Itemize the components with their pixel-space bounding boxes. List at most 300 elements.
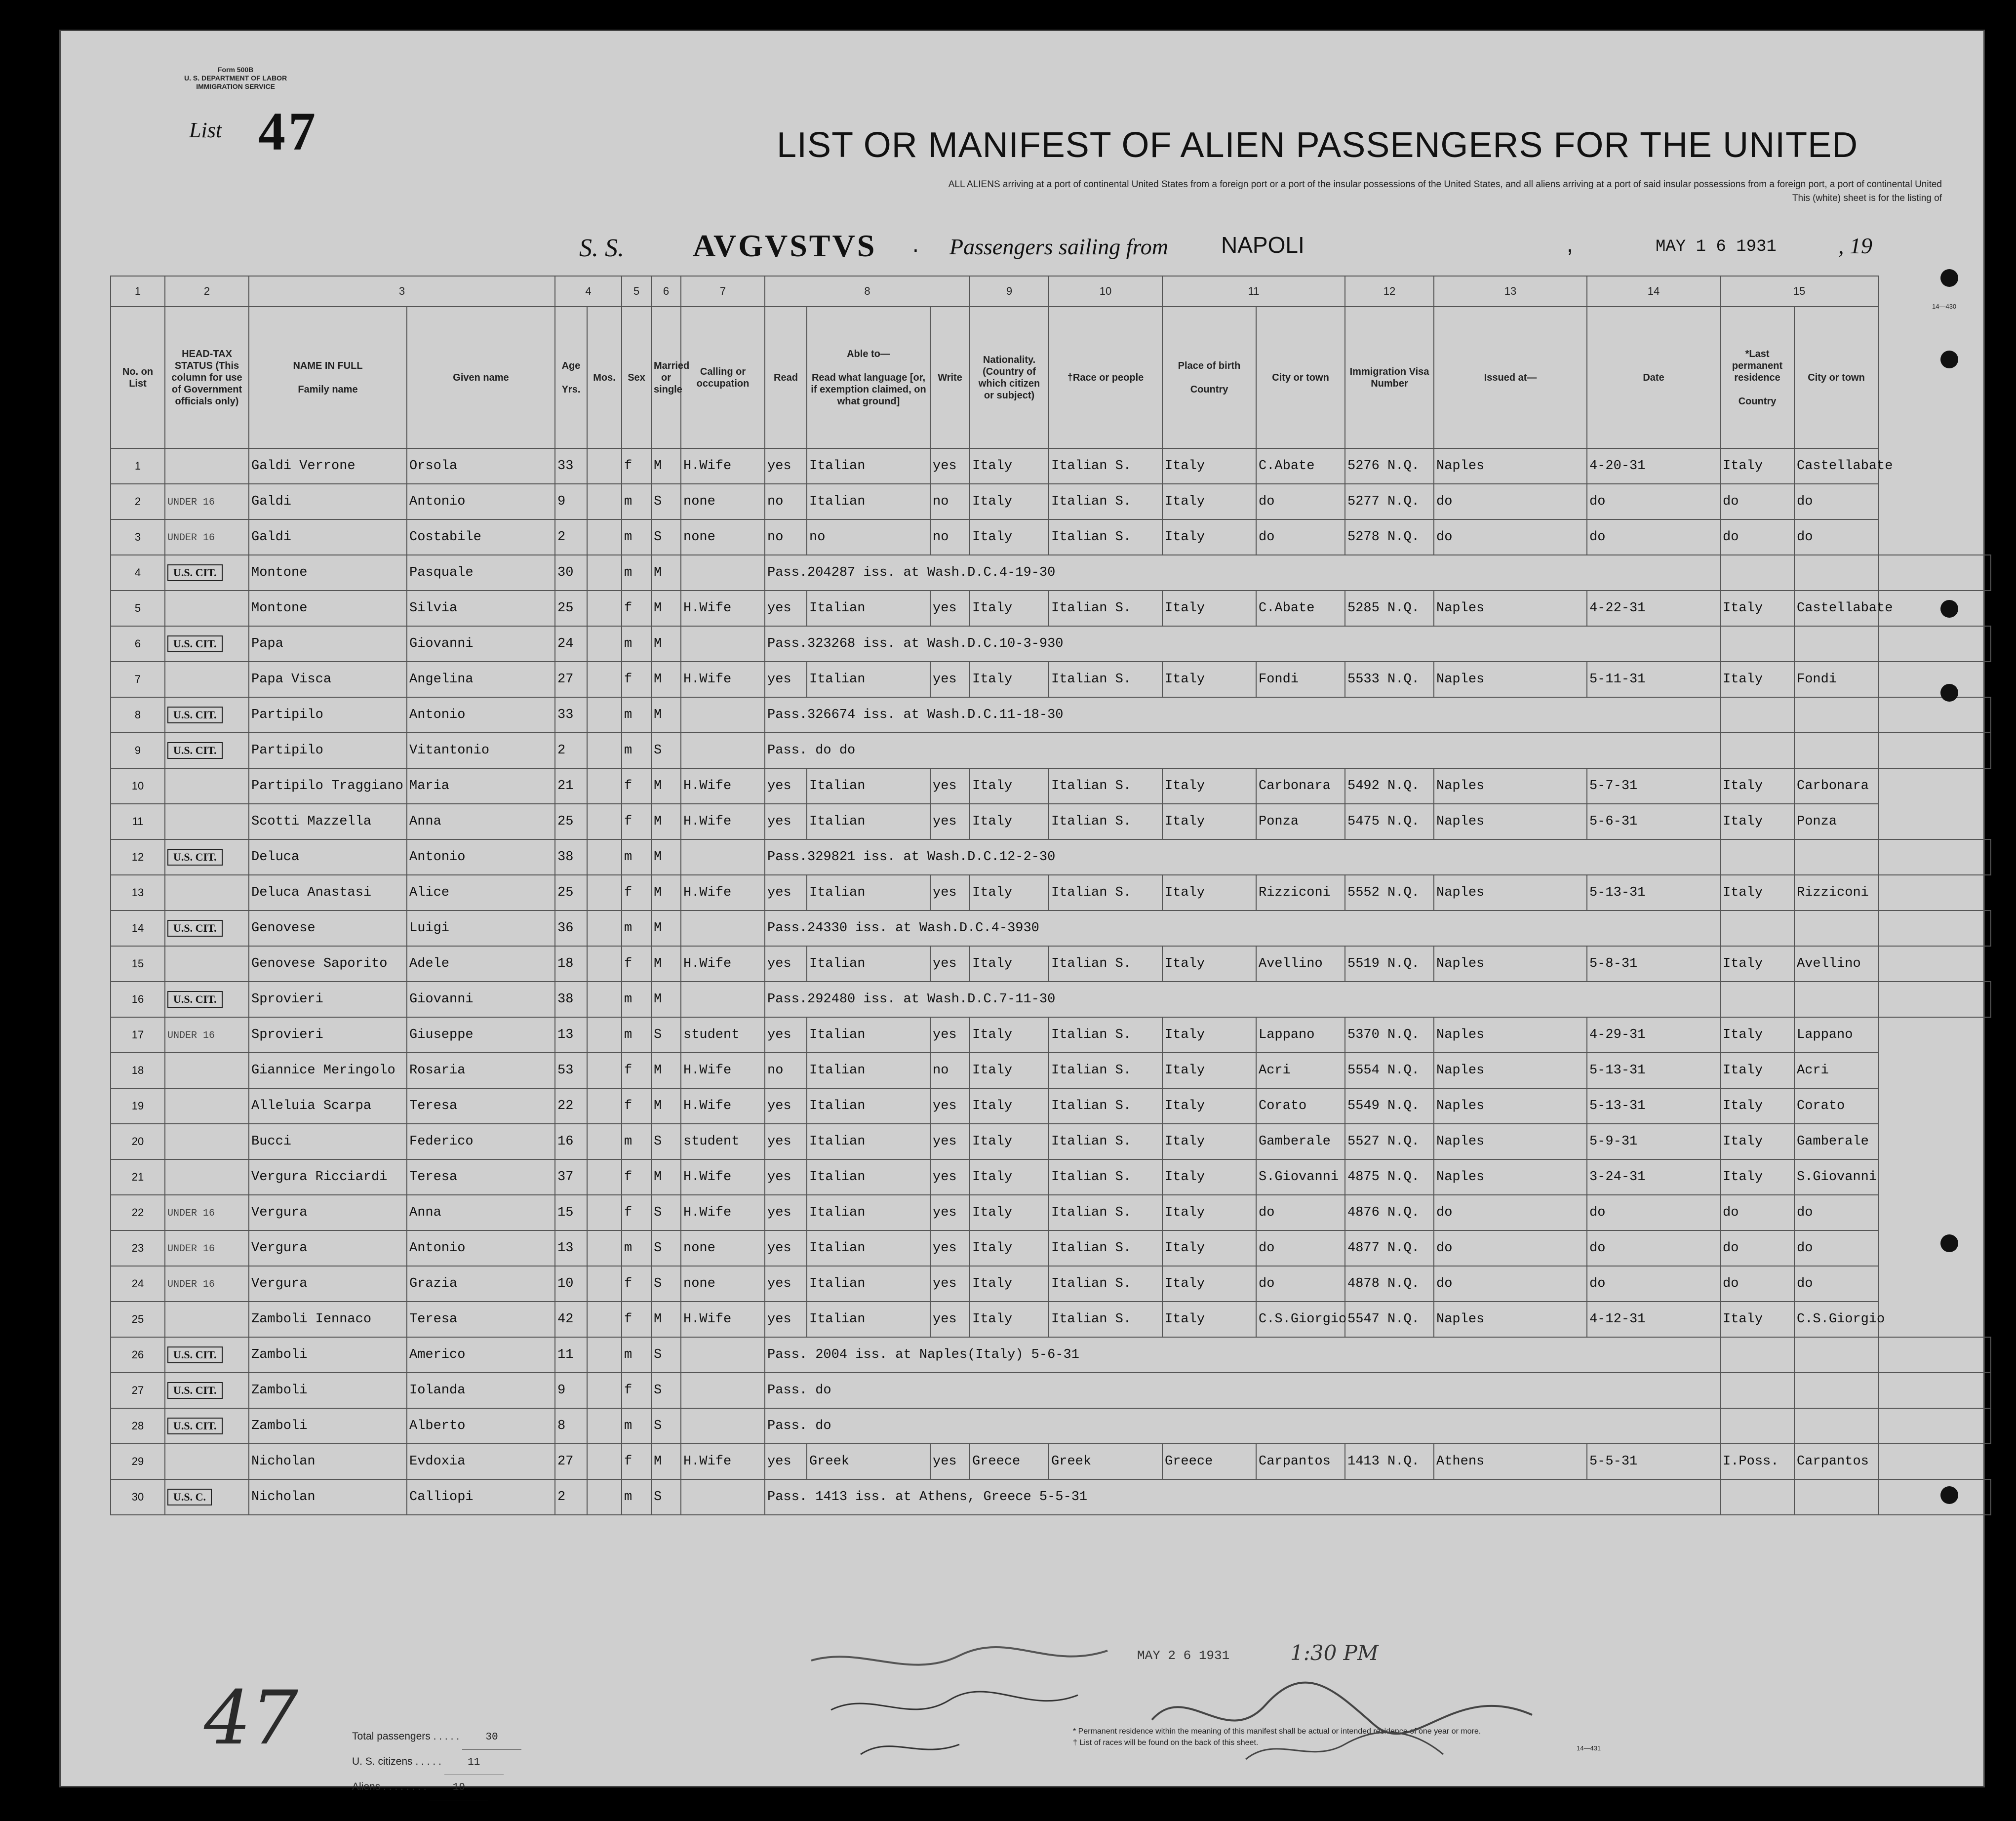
age-months — [587, 1444, 622, 1479]
residence-country: I.Poss. — [1720, 1444, 1794, 1479]
age-years: 11 — [555, 1337, 587, 1373]
occupation: H.Wife — [681, 768, 765, 804]
visa-date: 4-12-31 — [1587, 1302, 1720, 1337]
birth-country: Italy — [1162, 1017, 1256, 1053]
residence-city: do — [1794, 1230, 1878, 1266]
visa-number: 5475 N.Q. — [1345, 804, 1434, 839]
header-res-country-label: Country — [1738, 396, 1777, 407]
residence-country: do — [1720, 484, 1794, 519]
sex: f — [622, 662, 651, 697]
family-name: Montone — [249, 591, 407, 626]
issued-at: Naples — [1434, 448, 1587, 484]
col-num-5: 5 — [622, 276, 651, 307]
nationality: Italy — [970, 1159, 1049, 1195]
given-name: Giovanni — [407, 626, 555, 662]
sex: m — [622, 733, 651, 768]
can-read: no — [765, 484, 807, 519]
table-row — [111, 484, 1991, 519]
nationality: Italy — [970, 519, 1049, 555]
head-tax-status — [165, 448, 249, 484]
marital-status: S — [651, 519, 681, 555]
head-tax-status — [165, 910, 249, 946]
row-number: 13 — [111, 875, 165, 910]
header-no-on-list: No. on List — [111, 307, 165, 448]
birth-city: Rizziconi — [1256, 875, 1345, 910]
residence-country: Italy — [1720, 591, 1794, 626]
can-read: yes — [765, 1444, 807, 1479]
residence-city: Ponza — [1794, 804, 1878, 839]
row-number: 28 — [111, 1408, 165, 1444]
row-number: 1 — [111, 448, 165, 484]
marital-status: M — [651, 1302, 681, 1337]
us-citizen-stamp: U.S. CIT. — [167, 635, 223, 652]
can-write: yes — [930, 591, 970, 626]
age-months — [587, 626, 622, 662]
residence-city: Corato — [1794, 1088, 1878, 1124]
given-name: Teresa — [407, 1159, 555, 1195]
visa-number: 4877 N.Q. — [1345, 1230, 1434, 1266]
passport-info: Pass.204287 iss. at Wash.D.C.4-19-30 — [765, 555, 1720, 591]
residence-country — [1794, 626, 1878, 662]
residence-city — [1878, 839, 1991, 875]
can-read: yes — [765, 1124, 807, 1159]
birth-city: do — [1256, 484, 1345, 519]
date — [1720, 1408, 1794, 1444]
passport-info: Pass.329821 iss. at Wash.D.C.12-2-30 — [765, 839, 1720, 875]
marital-status: M — [651, 1444, 681, 1479]
race: Italian S. — [1049, 484, 1162, 519]
passport-info: Pass.323268 iss. at Wash.D.C.10-3-930 — [765, 626, 1720, 662]
can-read: yes — [765, 591, 807, 626]
sex: m — [622, 555, 651, 591]
date — [1720, 697, 1794, 733]
given-name: Evdoxia — [407, 1444, 555, 1479]
col-num-11: 11 — [1162, 276, 1345, 307]
us-citizen-stamp: U.S. CIT. — [167, 849, 223, 866]
occupation: H.Wife — [681, 1088, 765, 1124]
header-able-to: Able to— — [847, 348, 890, 359]
head-tax-status — [165, 1373, 249, 1408]
table-row — [111, 555, 1991, 591]
residence-country: do — [1720, 1266, 1794, 1302]
passport-info: Pass. do — [765, 1373, 1720, 1408]
nationality: Italy — [970, 804, 1049, 839]
read-language: Italian — [807, 1124, 930, 1159]
birth-country: Greece — [1162, 1444, 1256, 1479]
given-name: Antonio — [407, 839, 555, 875]
age-months — [587, 839, 622, 875]
residence-city: Castellabate — [1794, 591, 1878, 626]
sex: m — [622, 910, 651, 946]
given-name: Iolanda — [407, 1373, 555, 1408]
header-last-residence: *Last permanent residence — [1732, 348, 1783, 383]
residence-city: Acri — [1794, 1053, 1878, 1088]
nationality: Italy — [970, 591, 1049, 626]
form-number-top: 14—430 — [1932, 303, 1957, 310]
ss-label: S. S. — [579, 234, 624, 262]
head-tax-status — [165, 555, 249, 591]
visa-date: 5-7-31 — [1587, 768, 1720, 804]
nationality: Italy — [970, 1124, 1049, 1159]
row-number: 8 — [111, 697, 165, 733]
row-number: 17 — [111, 1017, 165, 1053]
residence-city: Castellabate — [1794, 448, 1878, 484]
read-language: Italian — [807, 662, 930, 697]
marital-status: M — [651, 662, 681, 697]
sex: m — [622, 982, 651, 1017]
family-name: Alleluia Scarpa — [249, 1088, 407, 1124]
age-months — [587, 982, 622, 1017]
birth-country: Italy — [1162, 1053, 1256, 1088]
family-name: Galdi — [249, 519, 407, 555]
age-months — [587, 448, 622, 484]
given-name: Adele — [407, 946, 555, 982]
head-tax-status — [165, 1444, 249, 1479]
issued-at: do — [1434, 1230, 1587, 1266]
header-name-in-full: NAME IN FULL — [293, 360, 363, 371]
manifest-description-2: This (white) sheet is for the listing of — [1792, 193, 1942, 203]
birth-city: Gamberale — [1256, 1124, 1345, 1159]
date — [1720, 910, 1794, 946]
issued-at: Naples — [1434, 1159, 1587, 1195]
age-months — [587, 875, 622, 910]
issued-at: Naples — [1434, 875, 1587, 910]
birth-city: C.Abate — [1256, 591, 1345, 626]
residence-country — [1794, 555, 1878, 591]
table-row — [111, 733, 1991, 768]
given-name: Calliopi — [407, 1479, 555, 1515]
issued-at: do — [1434, 1266, 1587, 1302]
col-num-9: 9 — [970, 276, 1049, 307]
residence-country: Italy — [1720, 448, 1794, 484]
nationality: Italy — [970, 1195, 1049, 1230]
age-years: 36 — [555, 910, 587, 946]
age-years: 42 — [555, 1302, 587, 1337]
total-passengers-line — [352, 1725, 521, 1750]
residence-country — [1794, 733, 1878, 768]
residence-city: do — [1794, 484, 1878, 519]
header-age: Age — [561, 360, 581, 371]
row-number: 27 — [111, 1373, 165, 1408]
sex: m — [622, 1479, 651, 1515]
header-family-name — [249, 307, 407, 448]
residence-city — [1878, 555, 1991, 591]
sex: m — [622, 1017, 651, 1053]
us-citizen-stamp: U.S. CIT. — [167, 742, 223, 759]
age-years: 25 — [555, 804, 587, 839]
header-read-language — [807, 307, 930, 448]
age-months — [587, 946, 622, 982]
can-read: yes — [765, 768, 807, 804]
can-read: yes — [765, 1195, 807, 1230]
table-row — [111, 946, 1991, 982]
marital-status: M — [651, 1053, 681, 1088]
age-months — [587, 1017, 622, 1053]
list-label: List — [189, 118, 222, 142]
age-years: 30 — [555, 555, 587, 591]
table-row — [111, 768, 1991, 804]
visa-date: 5-11-31 — [1587, 662, 1720, 697]
us-citizen-stamp: U.S. CIT. — [167, 920, 223, 937]
given-name: Silvia — [407, 591, 555, 626]
visa-date: 5-9-31 — [1587, 1124, 1720, 1159]
head-tax-status — [165, 1053, 249, 1088]
given-name: Federico — [407, 1124, 555, 1159]
age-months — [587, 1230, 622, 1266]
visa-date: do — [1587, 519, 1720, 555]
occupation: none — [681, 484, 765, 519]
footnote-races: † List of races will be found on the back of this sheet. — [1073, 1739, 1259, 1747]
sex: m — [622, 839, 651, 875]
age-years: 33 — [555, 448, 587, 484]
head-tax-status — [165, 946, 249, 982]
visa-date: 5-8-31 — [1587, 946, 1720, 982]
residence-country: Italy — [1720, 1159, 1794, 1195]
age-years: 2 — [555, 519, 587, 555]
birth-country: Italy — [1162, 946, 1256, 982]
head-tax-status — [165, 1230, 249, 1266]
head-tax-status — [165, 1302, 249, 1337]
birth-city: C.S.Giorgio — [1256, 1302, 1345, 1337]
visa-date: 5-13-31 — [1587, 1053, 1720, 1088]
sex: f — [622, 1088, 651, 1124]
issued-at: Naples — [1434, 1017, 1587, 1053]
occupation: H.Wife — [681, 946, 765, 982]
list-number: 47 — [258, 101, 318, 161]
can-write: yes — [930, 1444, 970, 1479]
residence-city: Carbonara — [1794, 768, 1878, 804]
sex: f — [622, 1159, 651, 1195]
age-months — [587, 910, 622, 946]
age-months — [587, 1266, 622, 1302]
row-number: 5 — [111, 591, 165, 626]
birth-country: Italy — [1162, 448, 1256, 484]
occupation — [681, 1408, 765, 1444]
issued-at: Naples — [1434, 804, 1587, 839]
family-name: Papa Visca — [249, 662, 407, 697]
header-mos: Mos. — [587, 307, 622, 448]
marital-status: M — [651, 448, 681, 484]
table-row — [111, 1230, 1991, 1266]
inspector-signature — [1147, 1661, 1542, 1774]
residence-country: Italy — [1720, 875, 1794, 910]
birth-city: Carpantos — [1256, 1444, 1345, 1479]
residence-country: Italy — [1720, 1088, 1794, 1124]
nationality: Greece — [970, 1444, 1049, 1479]
marital-status: M — [651, 946, 681, 982]
family-name: Vergura Ricciardi — [249, 1159, 407, 1195]
year-label: , 19 — [1838, 233, 1872, 258]
row-number: 19 — [111, 1088, 165, 1124]
visa-date: do — [1587, 484, 1720, 519]
issued-at: Naples — [1434, 768, 1587, 804]
aliens-value: 19 — [429, 1776, 488, 1800]
marital-status: M — [651, 591, 681, 626]
visa-number: 5370 N.Q. — [1345, 1017, 1434, 1053]
birth-country: Italy — [1162, 1124, 1256, 1159]
table-row — [111, 839, 1991, 875]
race: Italian S. — [1049, 662, 1162, 697]
age-months — [587, 768, 622, 804]
separator-dot: . — [912, 231, 919, 257]
passenger-rows — [111, 448, 1991, 1515]
visa-number: 4878 N.Q. — [1345, 1266, 1434, 1302]
row-number: 20 — [111, 1124, 165, 1159]
head-tax-status — [165, 1337, 249, 1373]
binder-hole — [1940, 684, 1958, 702]
row-number: 14 — [111, 910, 165, 946]
header-head-tax: HEAD-TAX STATUS (This column for use of Government officials only) — [165, 307, 249, 448]
family-name: Vergura — [249, 1195, 407, 1230]
date — [1720, 1337, 1794, 1373]
race: Italian S. — [1049, 1195, 1162, 1230]
head-tax-status — [165, 1124, 249, 1159]
header-calling: Calling or occupation — [681, 307, 765, 448]
residence-country — [1794, 1479, 1878, 1515]
read-language: Greek — [807, 1444, 930, 1479]
age-years: 25 — [555, 875, 587, 910]
read-language: Italian — [807, 1088, 930, 1124]
family-name: Genovese — [249, 910, 407, 946]
visa-number: 5547 N.Q. — [1345, 1302, 1434, 1337]
sex: m — [622, 1408, 651, 1444]
row-number: 7 — [111, 662, 165, 697]
occupation: none — [681, 519, 765, 555]
can-read: yes — [765, 946, 807, 982]
can-write: yes — [930, 804, 970, 839]
row-number: 3 — [111, 519, 165, 555]
residence-country: Italy — [1720, 1302, 1794, 1337]
can-write: yes — [930, 1088, 970, 1124]
read-language: Italian — [807, 1159, 930, 1195]
sex: f — [622, 1266, 651, 1302]
nationality: Italy — [970, 1088, 1049, 1124]
occupation: H.Wife — [681, 1159, 765, 1195]
given-name: Antonio — [407, 1230, 555, 1266]
marital-status: S — [651, 733, 681, 768]
residence-country: Italy — [1720, 804, 1794, 839]
nationality: Italy — [970, 1302, 1049, 1337]
can-write: yes — [930, 1230, 970, 1266]
occupation — [681, 1337, 765, 1373]
birth-city: Corato — [1256, 1088, 1345, 1124]
family-name: Sprovieri — [249, 982, 407, 1017]
table-row — [111, 1266, 1991, 1302]
header-sex: Sex — [622, 307, 651, 448]
column-number-row — [111, 276, 1991, 307]
col-num-12: 12 — [1345, 276, 1434, 307]
given-name: Americo — [407, 1337, 555, 1373]
passport-info: Pass. do — [765, 1408, 1720, 1444]
birth-country: Italy — [1162, 662, 1256, 697]
issued-at: do — [1434, 484, 1587, 519]
can-write: yes — [930, 662, 970, 697]
visa-number: 5276 N.Q. — [1345, 448, 1434, 484]
residence-country: Italy — [1720, 1124, 1794, 1159]
visa-number: 5278 N.Q. — [1345, 519, 1434, 555]
given-name: Vitantonio — [407, 733, 555, 768]
read-language: Italian — [807, 1017, 930, 1053]
residence-country: Italy — [1720, 1017, 1794, 1053]
visa-number: 5552 N.Q. — [1345, 875, 1434, 910]
age-months — [587, 1373, 622, 1408]
sex: m — [622, 1337, 651, 1373]
col-num-13: 13 — [1434, 276, 1587, 307]
occupation: H.Wife — [681, 662, 765, 697]
occupation — [681, 982, 765, 1017]
us-citizens-label: U. S. citizens . . . . . — [352, 1756, 441, 1767]
given-name: Luigi — [407, 910, 555, 946]
us-citizen-stamp: U.S. C. — [167, 1489, 212, 1505]
sex: m — [622, 519, 651, 555]
birth-country: Italy — [1162, 1195, 1256, 1230]
head-tax-status — [165, 875, 249, 910]
table-row — [111, 1195, 1991, 1230]
under-16-stamp: UNDER 16 — [167, 1030, 215, 1041]
sex: m — [622, 626, 651, 662]
age-years: 9 — [555, 484, 587, 519]
birth-city: do — [1256, 1195, 1345, 1230]
sex: f — [622, 1302, 651, 1337]
read-language: no — [807, 519, 930, 555]
form-number: Form 500B — [217, 66, 254, 74]
us-citizens-line — [352, 1750, 521, 1775]
table-row — [111, 910, 1991, 946]
issued-at: Naples — [1434, 1302, 1587, 1337]
residence-city: Carpantos — [1794, 1444, 1878, 1479]
date — [1720, 1479, 1794, 1515]
race: Italian S. — [1049, 448, 1162, 484]
visa-date: 4-20-31 — [1587, 448, 1720, 484]
sex: f — [622, 804, 651, 839]
age-years: 2 — [555, 1479, 587, 1515]
under-16-stamp: UNDER 16 — [167, 1243, 215, 1255]
race: Italian S. — [1049, 875, 1162, 910]
issued-at: Naples — [1434, 591, 1587, 626]
occupation: H.Wife — [681, 875, 765, 910]
age-months — [587, 519, 622, 555]
marital-status: M — [651, 804, 681, 839]
residence-country: Italy — [1720, 662, 1794, 697]
family-name: Sprovieri — [249, 1017, 407, 1053]
read-language: Italian — [807, 591, 930, 626]
table-row — [111, 982, 1991, 1017]
nationality: Italy — [970, 946, 1049, 982]
residence-city: Gamberale — [1794, 1124, 1878, 1159]
residence-city — [1878, 626, 1991, 662]
age-years: 27 — [555, 662, 587, 697]
residence-city: do — [1794, 1195, 1878, 1230]
date — [1720, 1373, 1794, 1408]
visa-number: 5285 N.Q. — [1345, 591, 1434, 626]
birth-city: Fondi — [1256, 662, 1345, 697]
occupation — [681, 1479, 765, 1515]
residence-city — [1878, 1373, 1991, 1408]
race: Italian S. — [1049, 804, 1162, 839]
given-name: Giovanni — [407, 982, 555, 1017]
us-citizen-stamp: U.S. CIT. — [167, 1346, 223, 1363]
nationality: Italy — [970, 875, 1049, 910]
can-read: no — [765, 519, 807, 555]
nationality: Italy — [970, 1053, 1049, 1088]
can-read: yes — [765, 1017, 807, 1053]
table-row — [111, 804, 1991, 839]
manifest-page — [59, 30, 1985, 1793]
family-name: Zamboli Iennaco — [249, 1302, 407, 1337]
race: Italian S. — [1049, 1230, 1162, 1266]
given-name: Angelina — [407, 662, 555, 697]
visa-number: 5527 N.Q. — [1345, 1124, 1434, 1159]
